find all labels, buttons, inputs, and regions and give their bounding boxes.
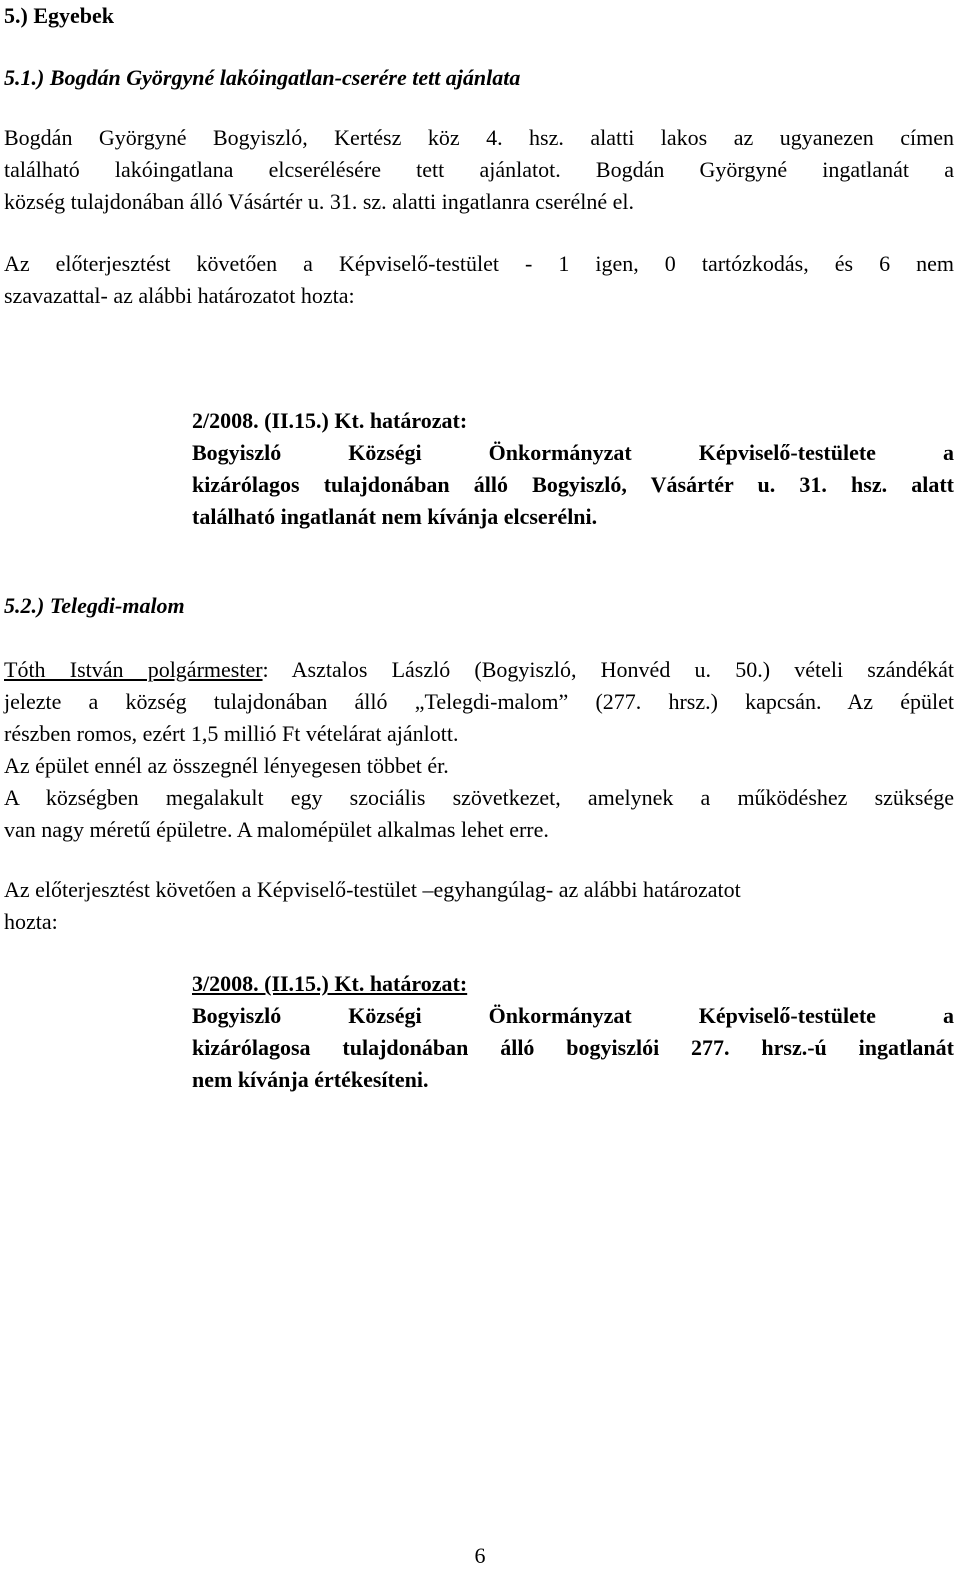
text-line: jelezte a község tulajdonában álló „Telegdi-malom” (277. hrsz.) kapcsán. Az épület — [4, 689, 954, 714]
resolution-line: kizárólagos tulajdonában álló Bogyiszló, Vásártér u. 31. hsz. alatt — [192, 472, 954, 497]
resolution-line: kizárólagosa tulajdonában álló bogyiszlói 277. hrsz.-ú ingatlanát — [192, 1035, 954, 1060]
text-line: Az előterjesztést követően a Képviselő-testület - 1 igen, 0 tartózkodás, és 6 nem — [4, 251, 954, 276]
resolution-line: található ingatlanát nem kívánja elcserélni. — [192, 504, 598, 529]
item2-paragraph-4 — [4, 874, 954, 938]
resolution-3-2008 — [192, 968, 954, 1096]
text-line: szavazattal- az alábbi határozatot hozta: — [4, 283, 355, 308]
text-line: Bogdán Györgyné Bogyiszló, Kertész köz 4. hsz. alatti lakos az ugyanezen címen — [4, 125, 954, 150]
text-line: található lakóingatlana elcserélésére tett ajánlatot. Bogdán Györgyné ingatlanát a — [4, 157, 954, 182]
text-line: Az előterjesztést követően a Képviselő-testület –egyhangúlag- az alábbi határozatot — [4, 877, 741, 902]
item1-heading: 5.1.) Bogdán Györgyné lakóingatlan-cserére tett ajánlata — [4, 65, 521, 90]
resolution-line: Bogyiszló Községi Önkormányzat Képviselő-testülete a — [192, 1003, 954, 1028]
text-line: részben romos, ezért 1,5 millió Ft vételárat ajánlott. — [4, 721, 459, 746]
item2-paragraph-2: Az épület ennél az összegnél lényegesen többet ér. — [4, 753, 449, 778]
section-title: 5.) Egyebek — [4, 3, 114, 28]
resolution-2-2008 — [192, 405, 954, 533]
resolution-number: 2/2008. (II.15.) Kt. határozat: — [192, 408, 468, 433]
resolution-line: nem kívánja értékesíteni. — [192, 1067, 429, 1092]
resolution-number: 3/2008. (II.15.) Kt. határozat: — [192, 971, 468, 996]
resolution-line: Bogyiszló Községi Önkormányzat Képviselő-testülete a — [192, 440, 954, 465]
item1-paragraph-2 — [4, 248, 954, 312]
item1-paragraph-1 — [4, 122, 954, 218]
text-line: hozta: — [4, 909, 58, 934]
page-number: 6 — [474, 1543, 486, 1568]
text-line: község tulajdonában álló Vásártér u. 31. sz. alatti ingatlanra cserélné el. — [4, 189, 635, 214]
item2-paragraph-3 — [4, 782, 954, 846]
speaker-name: Tóth István polgármester — [4, 657, 263, 682]
text-line: van nagy méretű épületre. A malomépület alkalmas lehet erre. — [4, 817, 549, 842]
item2-heading: 5.2.) Telegdi-malom — [4, 593, 185, 618]
text-line: Tóth István polgármester: Asztalos László (Bogyiszló, Honvéd u. 50.) vételi szándékát — [4, 657, 954, 682]
item2-paragraph-1 — [4, 654, 954, 750]
text-line: A községben megalakult egy szociális szövetkezet, amelynek a működéshez szüksége — [4, 785, 954, 810]
